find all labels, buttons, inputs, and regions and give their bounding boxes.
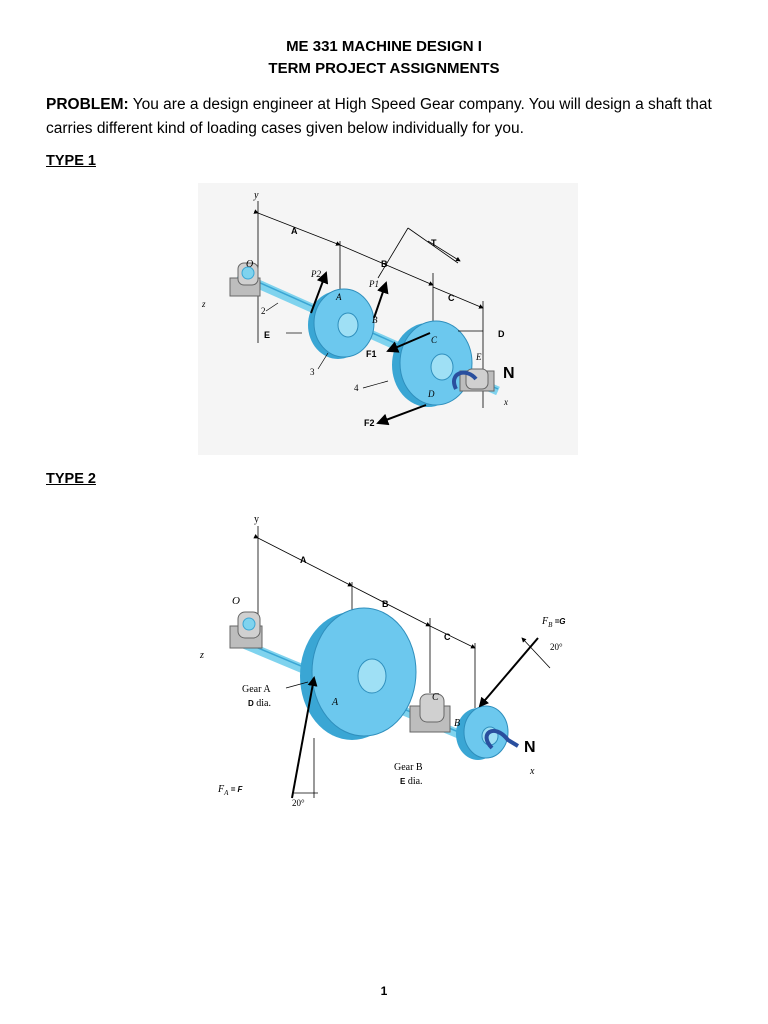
label-gear-a: A [336, 292, 342, 302]
label-e-point: E [476, 352, 482, 362]
label-y: y [254, 190, 259, 201]
label-d-point: D [428, 389, 435, 399]
label-gear-b-dia: E dia. [400, 776, 423, 787]
document-title: ME 331 MACHINE DESIGN I [286, 38, 482, 55]
label-f1: F1 [366, 349, 377, 359]
label-gear-a-dia: D dia. [248, 698, 271, 709]
dim-b: B [382, 599, 389, 609]
label-b-point: B [372, 315, 378, 325]
dim-t: T [431, 238, 437, 248]
type1-shaft-diagram [198, 183, 578, 455]
problem-text: You are a design engineer at High Speed Gear company. You will design a shaft that carries different kind of loading cases given below individually for you. [46, 96, 712, 137]
label-n: N [524, 739, 536, 756]
page-number: 1 [380, 984, 388, 998]
label-o: O [232, 595, 240, 607]
label-p1: P1 [369, 279, 379, 289]
dim-d: D [498, 329, 505, 339]
figure-background [198, 183, 578, 455]
label-f2: F2 [364, 418, 375, 428]
label-p2: P2 [311, 269, 321, 279]
dim-b: B [381, 259, 388, 269]
label-a: A [332, 697, 339, 708]
type2-heading: TYPE 2 [46, 471, 96, 487]
label-z: z [200, 650, 204, 661]
force-fb-arrow [480, 638, 538, 706]
bearing-o [230, 612, 262, 648]
label-3: 3 [310, 367, 315, 377]
label-o: O [246, 259, 254, 270]
problem-label: PROBLEM: [46, 96, 129, 113]
label-x: x [530, 766, 535, 777]
label-gear-c: C [431, 335, 438, 345]
label-y: y [254, 514, 259, 525]
dim-e: E [264, 330, 271, 340]
label-b: B [454, 718, 461, 729]
angle-fb: 20° [550, 642, 563, 652]
problem-statement [46, 93, 736, 141]
label-2: 2 [261, 306, 266, 316]
type2-shaft-diagram [192, 508, 582, 818]
label-4: 4 [354, 383, 359, 393]
label-x: x [504, 397, 508, 407]
label-fb: $F_B$ $^{=G}$ [542, 616, 566, 629]
dim-c: C [444, 632, 451, 642]
label-n: N [503, 365, 515, 382]
type1-heading: TYPE 1 [46, 153, 96, 169]
gear-a [300, 608, 416, 740]
label-fa: $F_A$ $^{= F}$ [218, 784, 243, 797]
bearing-c [410, 694, 450, 732]
document-subtitle: TERM PROJECT ASSIGNMENTS [268, 60, 500, 77]
dim-c: C [448, 293, 455, 303]
dim-a: A [300, 555, 307, 565]
label-gear-a: Gear A [242, 684, 271, 695]
label-z: z [202, 299, 206, 309]
angle-fa: 20° [292, 798, 305, 808]
label-gear-b: Gear B [394, 762, 423, 773]
label-c: C [432, 692, 439, 703]
dim-a: A [291, 226, 298, 236]
